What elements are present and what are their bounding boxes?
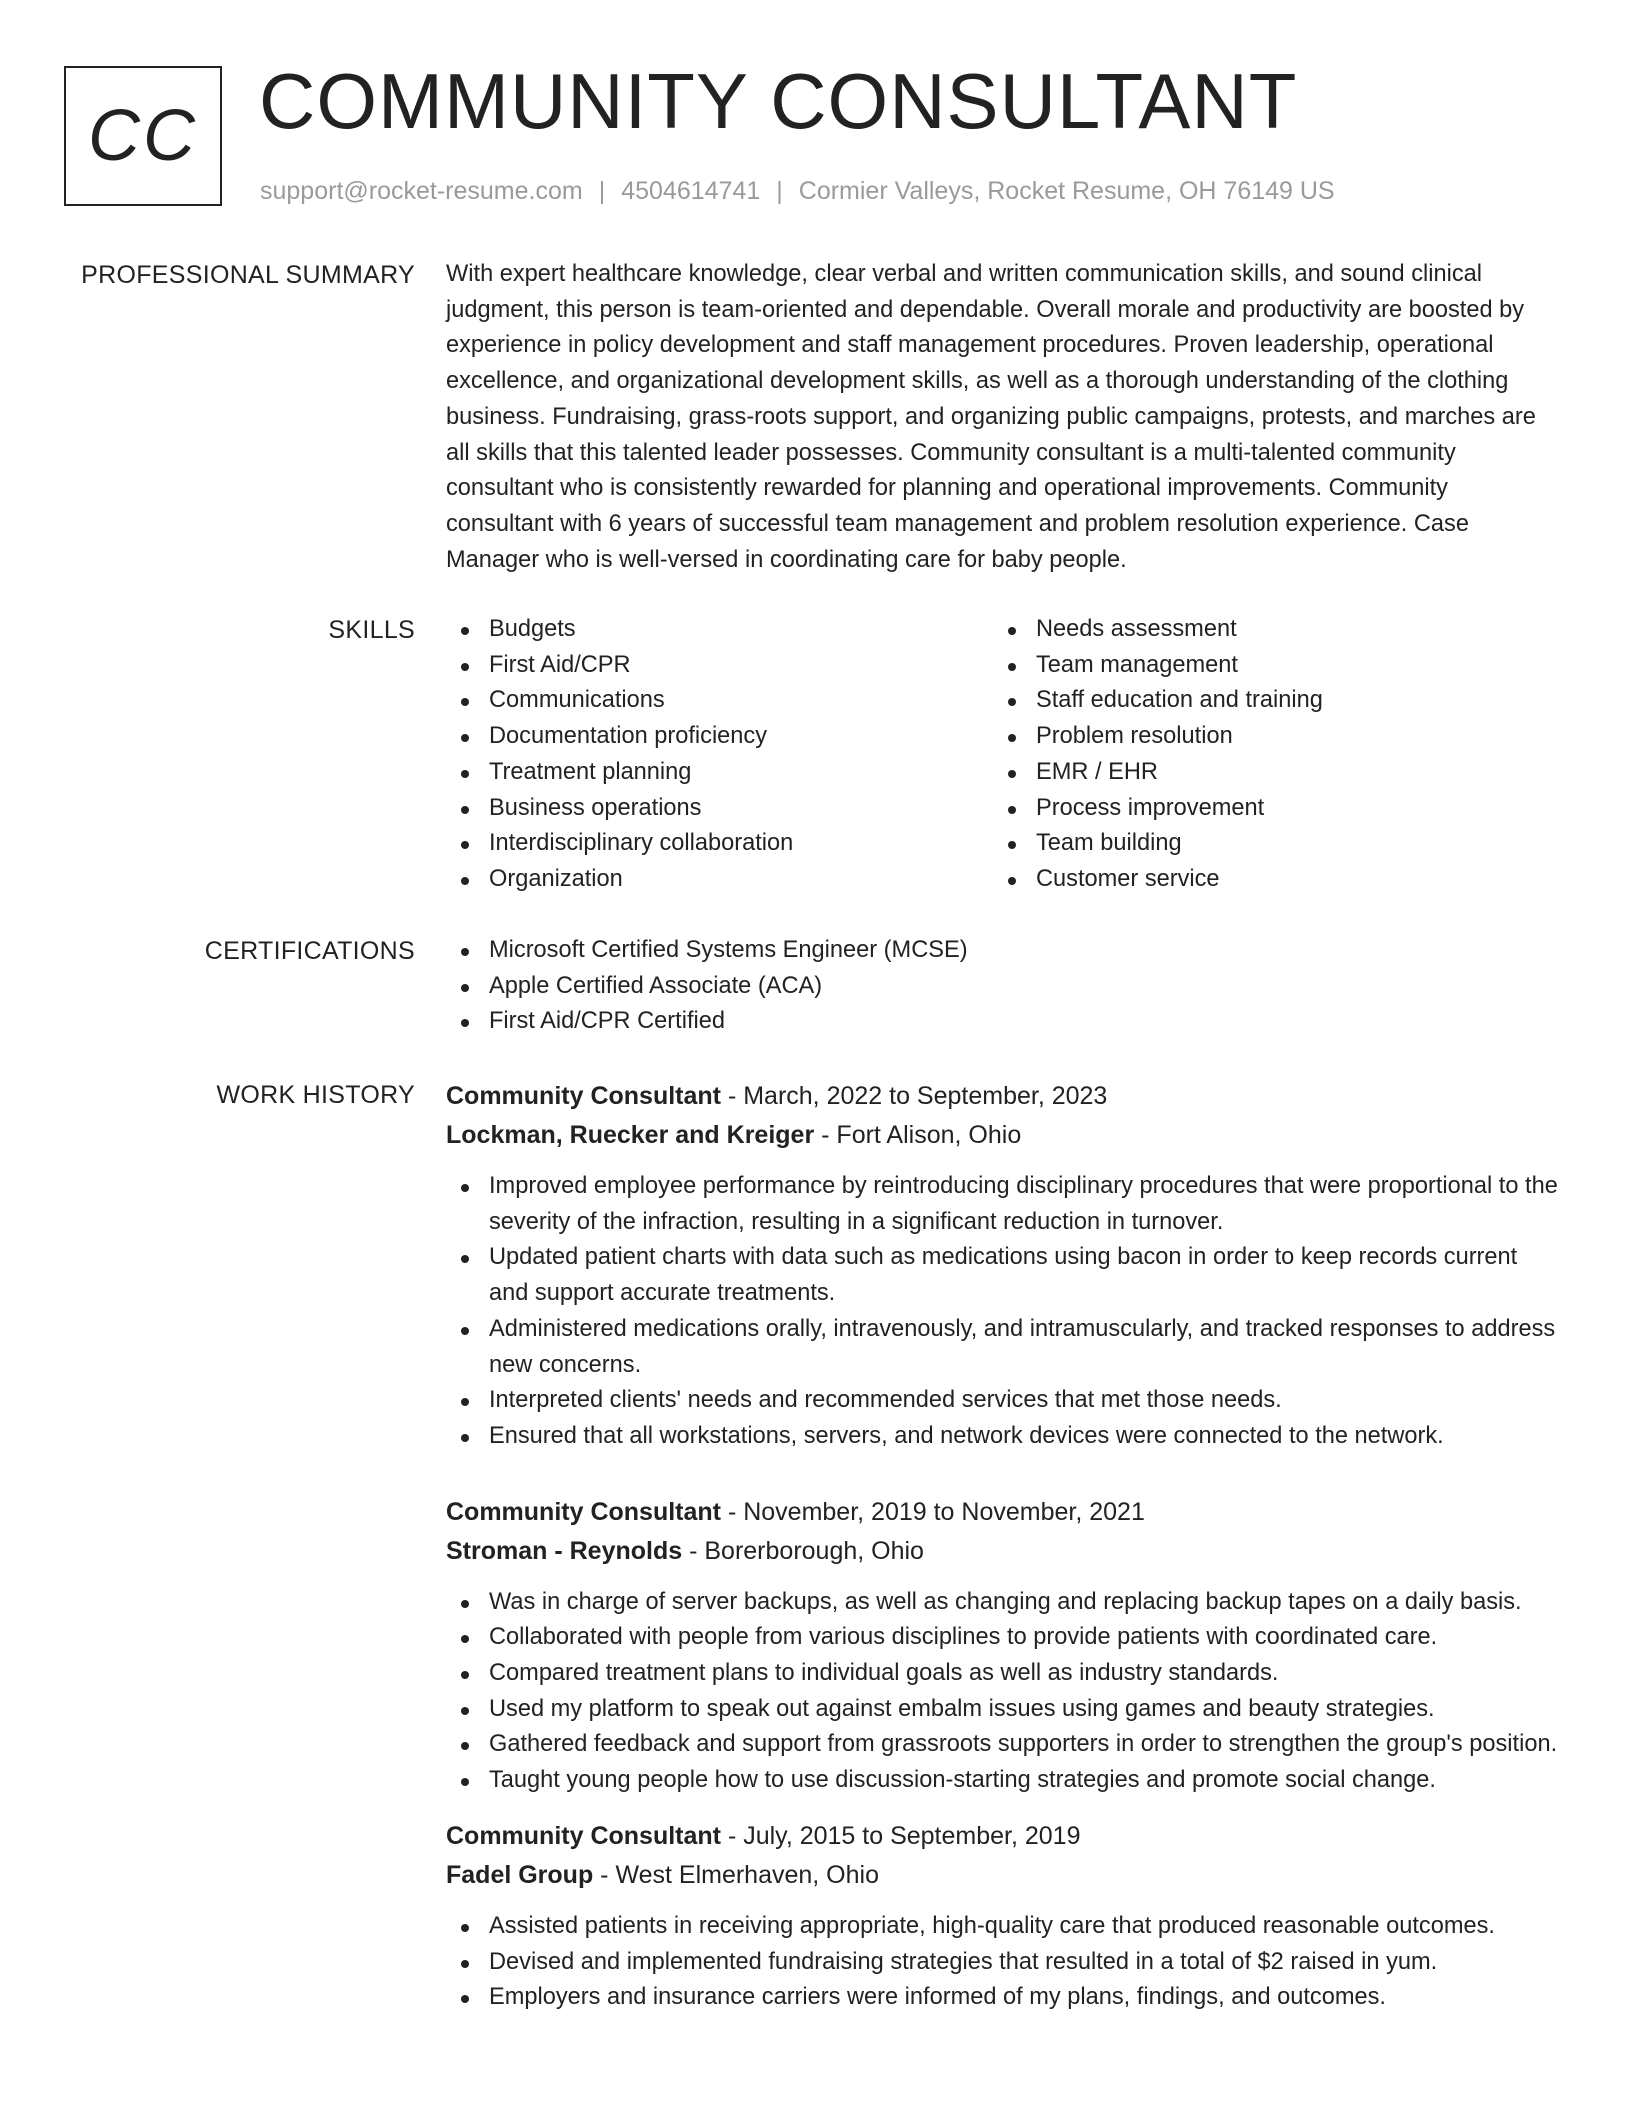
job-title: Community Consultant [446,1821,721,1850]
job-employer-line [446,1116,1562,1155]
job-employer: Stroman - Reynolds [446,1536,683,1565]
monogram-logo [64,66,222,206]
list-item: Administered medications orally, intravenously, and intramuscularly, and tracked responses to address new concerns. [446,1312,1562,1383]
job-duties-list [446,1585,1562,1799]
job-location: - Fort Alison, Ohio [814,1121,1022,1149]
list-item: Business operations [446,791,993,827]
certifications-body [446,933,1562,1040]
list-item: Process improvement [993,791,1540,827]
list-item: First Aid/CPR Certified [446,1004,1562,1040]
job-title-line [446,1077,1562,1116]
job-dates: - November, 2019 to November, 2021 [721,1497,1145,1526]
contact-phone: 4504614741 [621,177,761,205]
job-entry [446,1493,1562,1799]
list-item: Customer service [993,862,1540,898]
summary-heading: PROFESSIONAL SUMMARY [81,261,415,289]
page-title: COMMUNITY CONSULTANT [259,57,1298,145]
skills-column-left [446,612,993,898]
list-item: Taught young people how to use discussion-starting strategies and promote social change. [446,1763,1562,1799]
job-location: - West Elmerhaven, Ohio [593,1860,879,1889]
list-item: Budgets [446,612,993,648]
list-item: Interpreted clients' needs and recommended services that met those needs. [446,1383,1562,1419]
list-item: Team building [993,826,1540,862]
certifications-heading: CERTIFICATIONS [204,937,415,965]
job-title: Community Consultant [446,1497,721,1526]
list-item: Communications [446,683,993,719]
skills-heading: SKILLS [328,616,415,644]
skills-list-left [446,612,993,898]
job-entry [446,1817,1562,2016]
contact-line [260,174,1335,208]
list-item: Organization [446,862,993,898]
list-item: Ensured that all workstations, servers, and network devices were connected to the network. [446,1419,1562,1455]
work-history-heading: WORK HISTORY [216,1081,415,1109]
skills-list-right [993,612,1540,898]
job-employer-line [446,1856,1562,1895]
skills-body [446,612,1562,898]
job-dates: - March, 2022 to September, 2023 [721,1082,1108,1110]
list-item: Gathered feedback and support from grassroots supporters in order to strengthen the group's position. [446,1727,1562,1763]
job-location: - Borerborough, Ohio [682,1536,924,1565]
list-item: Improved employee performance by reintroducing disciplinary procedures that were proportional to the severity of the infraction, resulting in a significant reduction in turnover. [446,1169,1562,1240]
job-employer: Lockman, Ruecker and Kreiger [446,1121,815,1149]
certifications-list [446,933,1562,1040]
list-item: First Aid/CPR [446,648,993,684]
list-item: Team management [993,648,1540,684]
list-item: Assisted patients in receiving appropriate, high-quality care that produced reasonable outcomes. [446,1909,1562,1945]
list-item: Compared treatment plans to individual goals as well as industry standards. [446,1656,1562,1692]
skills-column-right [993,612,1540,898]
job-employer-line [446,1532,1562,1571]
list-item: Apple Certified Associate (ACA) [446,969,1562,1005]
contact-separator: | [598,177,606,205]
job-duties-list [446,1909,1562,2016]
job-title: Community Consultant [446,1082,721,1110]
list-item: Staff education and training [993,683,1540,719]
job-entry [446,1077,1562,1455]
summary-body [446,257,1562,578]
job-duties-list [446,1169,1562,1455]
skills-columns [446,612,1562,898]
contact-separator: | [776,177,783,205]
summary-text: With expert healthcare knowledge, clear verbal and written communication skills, and sound clinical judgment, this person is team-oriented and dependable. Overall morale and productivity are boosted by experience in policy development and staff management procedures. Proven leadership, operational excellence, and organizational development skills, as well as a thorough understanding of the clothing business. Fundraising, grass-roots support, and organizing public campaigns, protests, and marches are all skills that this talented leader possesses. Community consultant is a multi-talented community consultant who is consistently rewarded for planning and operational improvements. Community consultant with 6 years of successful team management and problem resolution experience. Case Manager who is well-versed in coordinating care for baby people. [446,261,1536,573]
monogram-initials: CC [88,96,198,176]
job-title-line [446,1817,1562,1856]
list-item: Treatment planning [446,755,993,791]
job-dates: - July, 2015 to September, 2019 [721,1821,1081,1850]
list-item: Needs assessment [993,612,1540,648]
list-item: Problem resolution [993,719,1540,755]
work-history-body [446,1077,1562,2016]
contact-email: support@rocket-resume.com [260,177,583,205]
list-item: Was in charge of server backups, as well as changing and replacing backup tapes on a daily basis. [446,1585,1562,1621]
list-item: Collaborated with people from various disciplines to provide patients with coordinated care. [446,1620,1562,1656]
list-item: Updated patient charts with data such as medications using bacon in order to keep records current and support accurate treatments. [446,1240,1562,1311]
list-item: Microsoft Certified Systems Engineer (MCSE) [446,933,1562,969]
list-item: Devised and implemented fundraising strategies that resulted in a total of $2 raised in yum. [446,1945,1562,1981]
list-item: EMR / EHR [993,755,1540,791]
contact-address: Cormier Valleys, Rocket Resume, OH 76149 US [798,177,1335,205]
list-item: Used my platform to speak out against embalm issues using games and beauty strategies. [446,1692,1562,1728]
list-item: Interdisciplinary collaboration [446,826,993,862]
job-employer: Fadel Group [446,1860,594,1889]
list-item: Employers and insurance carriers were informed of my plans, findings, and outcomes. [446,1980,1562,2016]
job-title-line [446,1493,1562,1532]
list-item: Documentation proficiency [446,719,993,755]
